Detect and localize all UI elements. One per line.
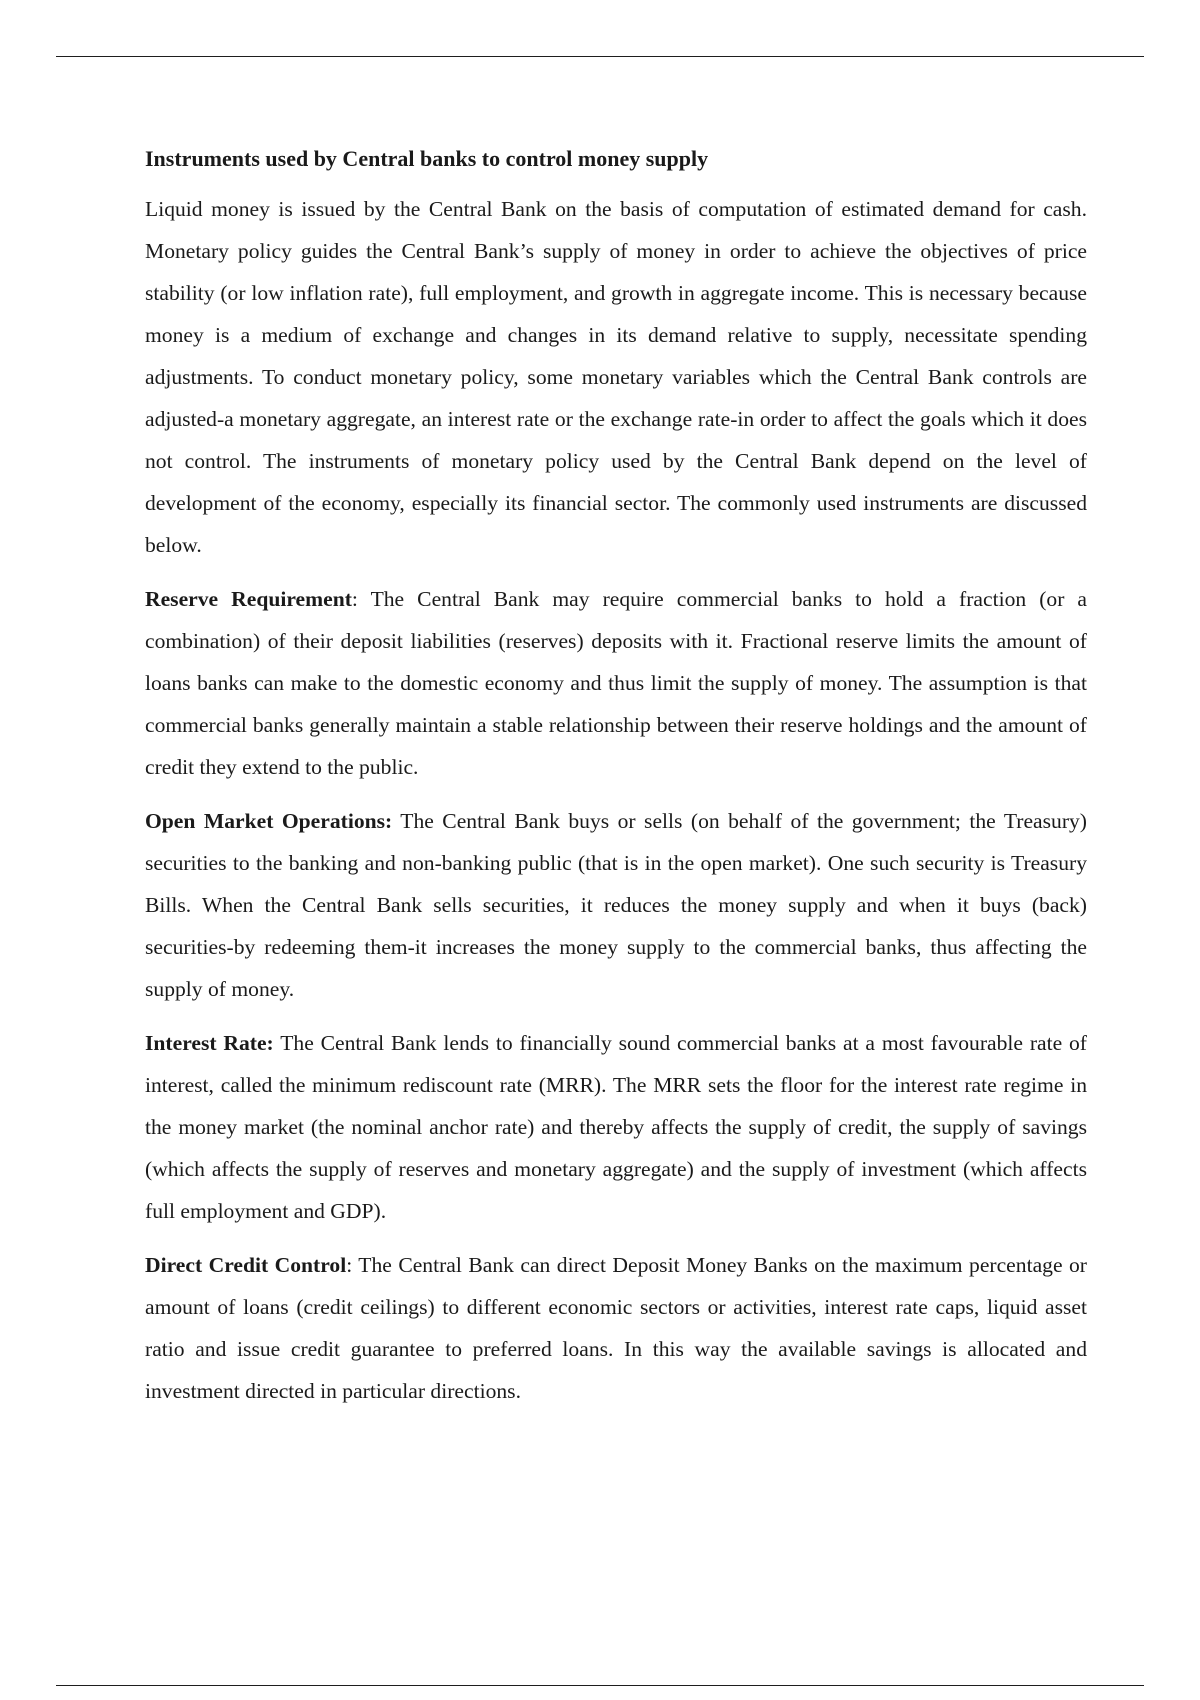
section-body: The Central Bank may require commercial banks to hold a fraction (or a combination) of their deposit liabilities (reserves) deposits with it. Fractional reserve limits the amount of loans banks can make to the domestic economy and thus limit the supply of money. The assumption is that commercial banks generally maintain a stable relationship between their reserve holdings and the amount of credit they extend to the public. bbox=[145, 587, 1087, 779]
section-reserve-requirement bbox=[145, 578, 1087, 788]
bottom-rule bbox=[56, 1685, 1144, 1686]
section-term: Reserve Requirement bbox=[145, 587, 352, 611]
section-open-market-operations bbox=[145, 800, 1087, 1010]
section-body: The Central Bank can direct Deposit Money Banks on the maximum percentage or amount of loans (credit ceilings) to different economic sectors or activities, interest rate caps, liquid asset ratio and issue credit guarantee to preferred loans. In this way the available savings is allocated and investment directed in particular directions. bbox=[145, 1253, 1087, 1403]
top-rule bbox=[56, 56, 1144, 57]
document-heading: Instruments used by Central banks to control money supply bbox=[145, 146, 709, 171]
section-body: The Central Bank lends to financially sound commercial banks at a most favourable rate of interest, called the minimum rediscount rate (MRR). The MRR sets the floor for the interest rate regime in the money market (the nominal anchor rate) and thereby affects the supply of credit, the supply of savings (which affects the supply of reserves and monetary aggregate) and the supply of investment (which affects full employment and GDP). bbox=[145, 1031, 1087, 1223]
section-term: Interest Rate: bbox=[145, 1031, 274, 1055]
section-separator: : bbox=[351, 587, 358, 611]
section-term: Direct Credit Control bbox=[145, 1253, 347, 1277]
section-direct-credit-control bbox=[145, 1244, 1087, 1412]
section-separator: : bbox=[346, 1253, 353, 1277]
document-body bbox=[145, 142, 1087, 1424]
section-body: The Central Bank buys or sells (on behalf of the government; the Treasury) securities to the banking and non-banking public (that is in the open market). One such security is Treasury Bills. When the Central Bank sells securities, it reduces the money supply and when it buys (back) securities-by redeeming them-it increases the money supply to the commercial banks, thus affecting the supply of money. bbox=[145, 809, 1087, 1001]
section-interest-rate bbox=[145, 1022, 1087, 1232]
intro-paragraph: Liquid money is issued by the Central Bank on the basis of computation of estimated demand for cash. Monetary policy guides the Central Bank’s supply of money in order to achieve the objectives of price stability (or low inflation rate), full employment, and growth in aggregate income. This is necessary because money is a medium of exchange and changes in its demand relative to supply, necessitate spending adjustments. To conduct monetary policy, some monetary variables which the Central Bank controls are adjusted-a monetary aggregate, an interest rate or the exchange rate-in order to affect the goals which it does not control. The instruments of monetary policy used by the Central Bank depend on the level of development of the economy, especially its financial sector. The commonly used instruments are discussed below. bbox=[145, 197, 1087, 557]
section-term: Open Market Operations: bbox=[145, 809, 393, 833]
